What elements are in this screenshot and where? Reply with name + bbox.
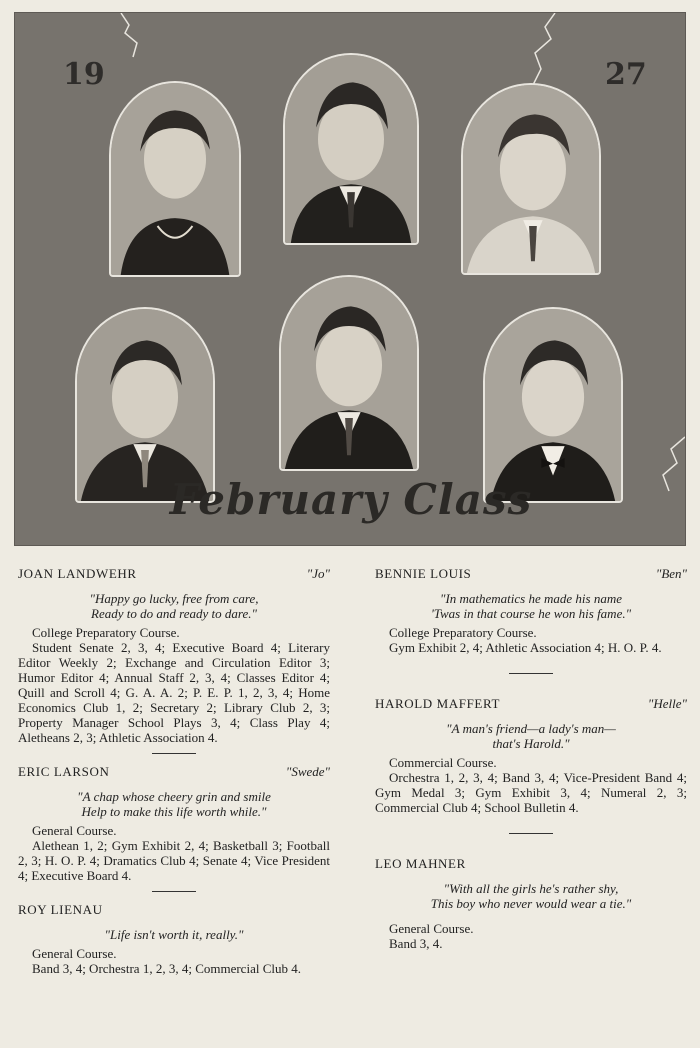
student-name: ROY LIENAU: [18, 902, 103, 917]
entry-leo-mahner: [375, 856, 687, 951]
student-quote: "Happy go lucky, free from care, Ready to do and ready to dare.": [89, 591, 259, 621]
year-left: 19: [63, 57, 105, 92]
student-course: General Course.: [32, 823, 117, 838]
portrait-bennie-louis: [283, 53, 419, 245]
student-activities: Band 3, 4.: [389, 936, 443, 951]
portrait-eric-larson: [461, 83, 601, 275]
student-name: JOAN LANDWEHR: [18, 566, 137, 581]
student-activities: Band 3, 4; Orchestra 1, 2, 3, 4; Commercial Club 4.: [32, 961, 301, 976]
divider: [152, 753, 196, 754]
student-course: College Preparatory Course.: [32, 625, 180, 640]
student-name: HAROLD MAFFERT: [375, 696, 500, 711]
student-course: Commercial Course.: [389, 755, 497, 770]
right-column: [375, 566, 687, 959]
student-activities: Student Senate 2, 3, 4; Executive Board 4; Literary Editor Weekly 2; Exchange and Circulation Editor 3; Humor Editor 4; Annual Staff 2, 3, 4; Classes Editor 4; Quill and Scroll 4; G. A. A. 2; P. E. P. 1, 2, 3, 4; Home Economics Club 1, 2; Secretary 2; Library Club 2, 3; Property Manager School Plays 3, 4; Class Play 4; Aletheans 2, 3; Athletic Association 4.: [18, 640, 330, 745]
entry-roy-lienau: [18, 902, 330, 976]
portrait-leo-mahner: [483, 307, 623, 503]
student-nickname: "Swede": [285, 764, 330, 779]
entry-eric-larson: [18, 764, 330, 883]
student-quote: "A chap whose cheery grin and smile Help to make this life worth while.": [77, 789, 271, 819]
entry-joan-landwehr: [18, 566, 330, 745]
left-column: [18, 566, 330, 984]
portrait-harold-maffert: [75, 307, 215, 503]
portrait-joan-landwehr: [109, 81, 241, 277]
entry-bennie-louis: [375, 566, 687, 655]
divider: [509, 673, 553, 674]
divider: [152, 891, 196, 892]
student-name: LEO MAHNER: [375, 856, 466, 871]
photo-panel: [14, 12, 686, 546]
year-right: 27: [605, 57, 647, 92]
student-activities: Gym Exhibit 2, 4; Athletic Association 4; H. O. P. 4.: [389, 640, 662, 655]
student-quote: "Life isn't worth it, really.": [104, 927, 244, 942]
student-course: General Course.: [389, 921, 474, 936]
student-quote: "With all the girls he's rather shy, This boy who never would wear a tie.": [430, 881, 632, 911]
banner-title: February Class: [169, 475, 533, 524]
student-quote: "A man's friend—a lady's man— that's Harold.": [446, 721, 616, 751]
student-nickname: "Ben": [655, 566, 687, 581]
student-activities: Orchestra 1, 2, 3, 4; Band 3, 4; Vice-President Band 4; Gym Medal 3; Gym Exhibit 3, 4; Numeral 2, 3; Commercial Club 4; School Bulletin 4.: [375, 770, 687, 815]
crack-decoration: [505, 13, 575, 93]
divider: [509, 833, 553, 834]
portrait-roy-lienau: [279, 275, 419, 471]
entry-harold-maffert: [375, 696, 687, 815]
student-quote: "In mathematics he made his name 'Twas in that course he won his fame.": [430, 591, 632, 621]
student-name: ERIC LARSON: [18, 764, 110, 779]
student-name: BENNIE LOUIS: [375, 566, 472, 581]
student-nickname: "Jo": [306, 566, 330, 581]
student-course: College Preparatory Course.: [389, 625, 537, 640]
crack-decoration: [111, 13, 171, 63]
student-course: General Course.: [32, 946, 117, 961]
student-activities: Alethean 1, 2; Gym Exhibit 2, 4; Basketball 3; Football 2, 3; H. O. P. 4; Dramatics Club 4; Senate 4; Vice President 4; Executive Board 4.: [18, 838, 330, 883]
student-nickname: "Helle": [647, 696, 687, 711]
